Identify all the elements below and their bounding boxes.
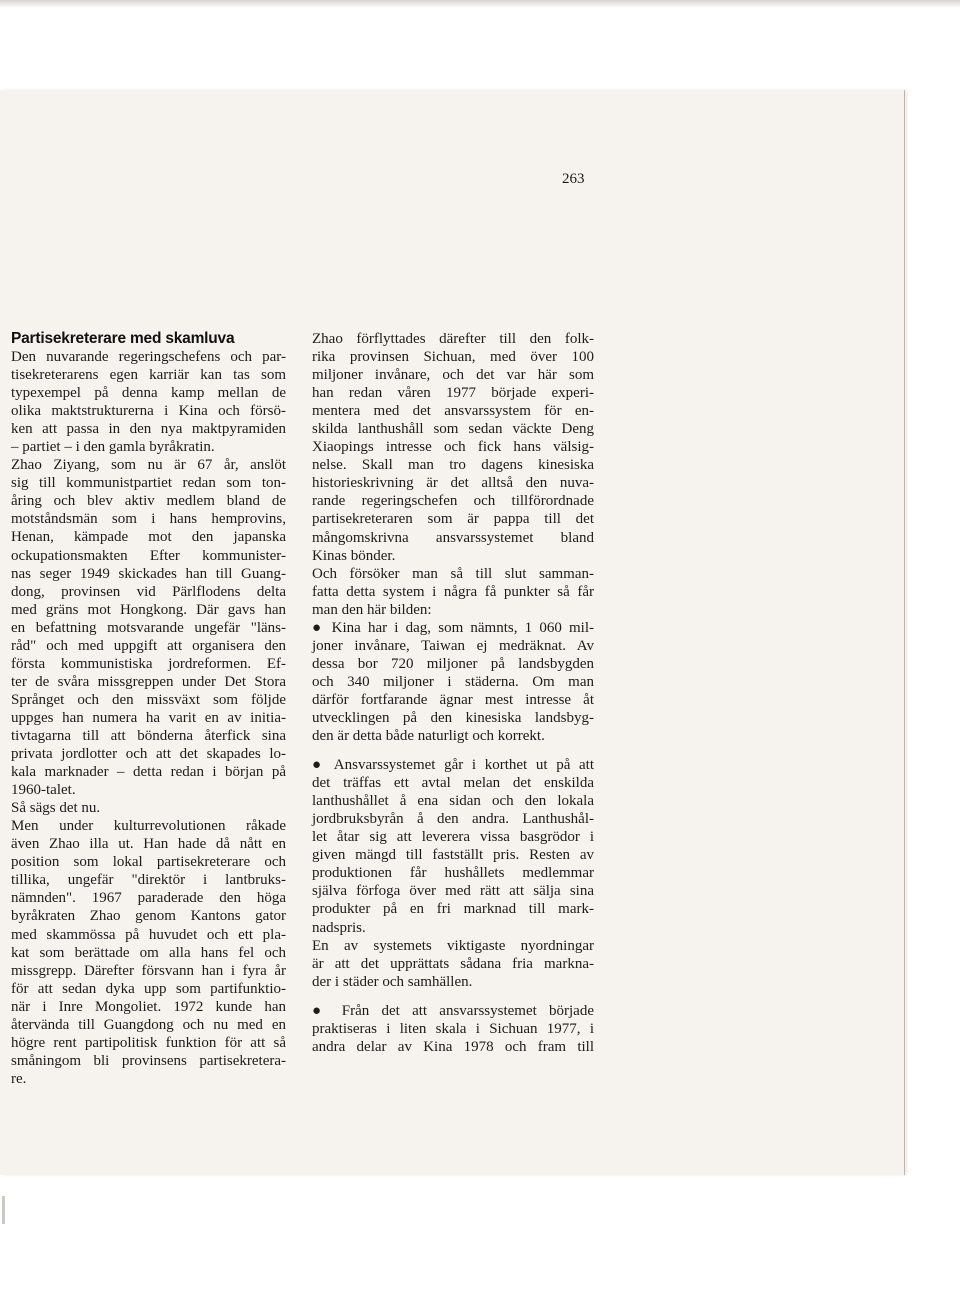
- text-line: historieskrivning är det alltså den nuva-: [312, 475, 594, 492]
- text-line: Och försöker man så till slut samman-: [312, 565, 594, 582]
- text-line: en befattning motsvarande ungefär "läns-: [11, 619, 286, 636]
- text-line: dessa bor 720 miljoner på landsbygden: [312, 655, 594, 672]
- text-line: joner invånare, Taiwan ej medräknat. Av: [312, 637, 594, 654]
- text-line: produkter på en fri marknad till mark-: [312, 901, 594, 918]
- left-column-text: [11, 348, 286, 1088]
- text-line: med skammössa på huvudet och ett pla-: [11, 926, 286, 943]
- text-line: nas seger 1949 skickades han till Guang-: [11, 565, 286, 582]
- text-line: skilda lanthushåll som sedan väckte Deng: [312, 421, 594, 438]
- text-line: mentera med det ansvarssystem för en-: [312, 403, 594, 420]
- text-line: är att det upprättats sådana fria markna-: [312, 955, 594, 972]
- text-line: given mängd till fastställt pris. Resten av: [312, 847, 594, 864]
- text-line: typexempel på denna kamp mellan de: [11, 385, 286, 402]
- text-line: praktiseras i liten skala i Sichuan 1977, i: [312, 1020, 594, 1037]
- bullet-text-line: ● Ansvarssystemet går i korthet ut på att: [312, 757, 594, 774]
- text-line: Språnget och den missväxt som följde: [11, 691, 286, 708]
- text-line: missgrepp. Därefter försvann han i fyra år: [11, 962, 286, 979]
- left-column: [11, 330, 286, 1088]
- text-line: den är detta både naturligt och korrekt.: [312, 728, 545, 745]
- text-line: åring och blev aktiv medlem bland de: [11, 493, 286, 510]
- text-line: nelse. Skall man tro dagens kinesiska: [312, 457, 594, 474]
- text-line: själva förfoga över med rätt att sälja sina: [312, 883, 594, 900]
- text-line: och 340 miljoner i städerna. Om man: [312, 673, 594, 690]
- text-line: ken att passa in den nya maktpyramiden: [11, 421, 286, 438]
- text-line: En av systemets viktigaste nyordningar: [312, 937, 594, 954]
- text-line: tillika, ungefär "direktör i lantbruks-: [11, 872, 286, 889]
- text-line: olika maktstrukturerna i Kina och försö-: [11, 403, 286, 420]
- text-line: nämnden". 1967 paraderade den höga: [11, 890, 286, 907]
- paragraph-gap: [312, 745, 594, 756]
- text-line: nadspris.: [312, 919, 366, 936]
- text-line: ockupationsmakten Efter kommunister-: [11, 547, 286, 564]
- text-line: Kinas bönder.: [312, 547, 396, 564]
- text-line: mångomskrivna ansvarssystemet bland: [312, 529, 594, 546]
- text-line: Så sägs det nu.: [11, 800, 101, 817]
- text-line: dong, provinsen vid Pärlflodens delta: [11, 583, 286, 600]
- scan-top-edge: [0, 0, 960, 8]
- text-line: privata jordlotter och att det skapades lo-: [11, 746, 286, 763]
- text-line: uppges han numera ha varit en av initia-: [11, 709, 286, 726]
- text-line: tisekreterarens egen karriär kan tas som: [11, 367, 286, 384]
- text-line: råd" och med uppgift att organisera den: [11, 637, 286, 654]
- text-line: jordbruksbyrån å den andra. Lanthushål-: [312, 811, 594, 828]
- text-line: Den nuvarande regeringschefens och par-: [11, 349, 286, 365]
- text-line: re.: [11, 1070, 27, 1087]
- text-line: byråkraten Zhao genom Kantons gator: [11, 908, 286, 925]
- text-line: Zhao förflyttades därefter till den folk-: [312, 331, 594, 347]
- text-line: småningom bli provinsens partisekretera-: [11, 1052, 286, 1069]
- text-line: Henan, kämpade mot den japanska: [11, 529, 286, 546]
- text-line: lanthushållet å ena sidan och den lokala: [312, 793, 594, 810]
- text-line: rika provinsen Sichuan, med över 100: [312, 349, 594, 366]
- page-number: 263: [562, 171, 585, 187]
- text-line: utvecklingen på den kinesiska landsbyg-: [312, 709, 594, 726]
- text-line: tivtagarna till att bönderna återfick sina: [11, 727, 286, 744]
- right-column: [312, 330, 594, 1056]
- text-line: högre rent partipolitisk funktion för att så: [11, 1034, 286, 1051]
- text-line: der i städer och samhällen.: [312, 973, 473, 990]
- text-line: kala marknader – detta redan i början på: [11, 764, 286, 781]
- text-line: återvända till Guangdong och nu med en: [11, 1016, 286, 1033]
- text-line: fatta detta system i några få punkter så får: [312, 583, 594, 600]
- text-line: motståndsmän som i hans hemprovins,: [11, 511, 286, 528]
- text-line: med gräns mot Hongkong. Där gavs han: [11, 601, 286, 618]
- text-line: Men under kulturrevolutionen råkade: [11, 818, 286, 835]
- text-line: andra delar av Kina 1978 och fram till: [312, 1038, 594, 1055]
- article-heading: Partisekreterare med skamluva: [11, 330, 235, 347]
- text-line: det träffas ett avtal melan det enskilda: [312, 775, 594, 792]
- text-line: för att sedan dyka upp som partifunktio-: [11, 980, 286, 997]
- text-line: även Zhao illa ut. Han hade då nått en: [11, 836, 286, 853]
- text-line: man den här bilden:: [312, 601, 432, 618]
- text-line: Zhao Ziyang, som nu är 67 år, anslöt: [11, 457, 286, 474]
- text-line: därför fortfarande ägnar mest intresse åt: [312, 691, 594, 708]
- text-line: när i Inre Mongoliet. 1972 kunde han: [11, 998, 286, 1015]
- text-line: 1960-talet.: [11, 782, 76, 799]
- text-line: ter de svåra missgreppen under Det Stora: [11, 673, 286, 690]
- text-line: han redan våren 1977 började experi-: [312, 385, 594, 402]
- bullet-text-line: ● Från det att ansvarssystemet började: [312, 1002, 594, 1019]
- text-line: position som lokal partisekreterare och: [11, 854, 286, 871]
- text-line: rande regeringschefen och tillförordnade: [312, 493, 594, 510]
- text-line: – partiet – i den gamla byråkratin.: [11, 439, 215, 456]
- text-line: produktionen får hushållets medlemmar: [312, 865, 594, 882]
- text-line: partisekreteraren som är pappa till det: [312, 511, 594, 528]
- text-line: första kommunistiska jordreformen. Ef-: [11, 655, 286, 672]
- text-line: miljoner invånare, och det var här som: [312, 367, 594, 384]
- text-line: let åtar sig att leverera vissa basgrödor i: [312, 829, 594, 846]
- text-line: kat som berättade om alla hans fel och: [11, 944, 286, 961]
- text-line: sig till kommunistpartiet redan som ton-: [11, 475, 286, 492]
- right-column-text: [312, 330, 594, 1056]
- paragraph-gap: [312, 991, 594, 1002]
- bullet-text-line: ● Kina har i dag, som nämnts, 1 060 mil-: [312, 619, 594, 636]
- text-line: Xiaopings intresse och fick hans välsig-: [312, 439, 594, 456]
- scan-artifact: [2, 1196, 5, 1224]
